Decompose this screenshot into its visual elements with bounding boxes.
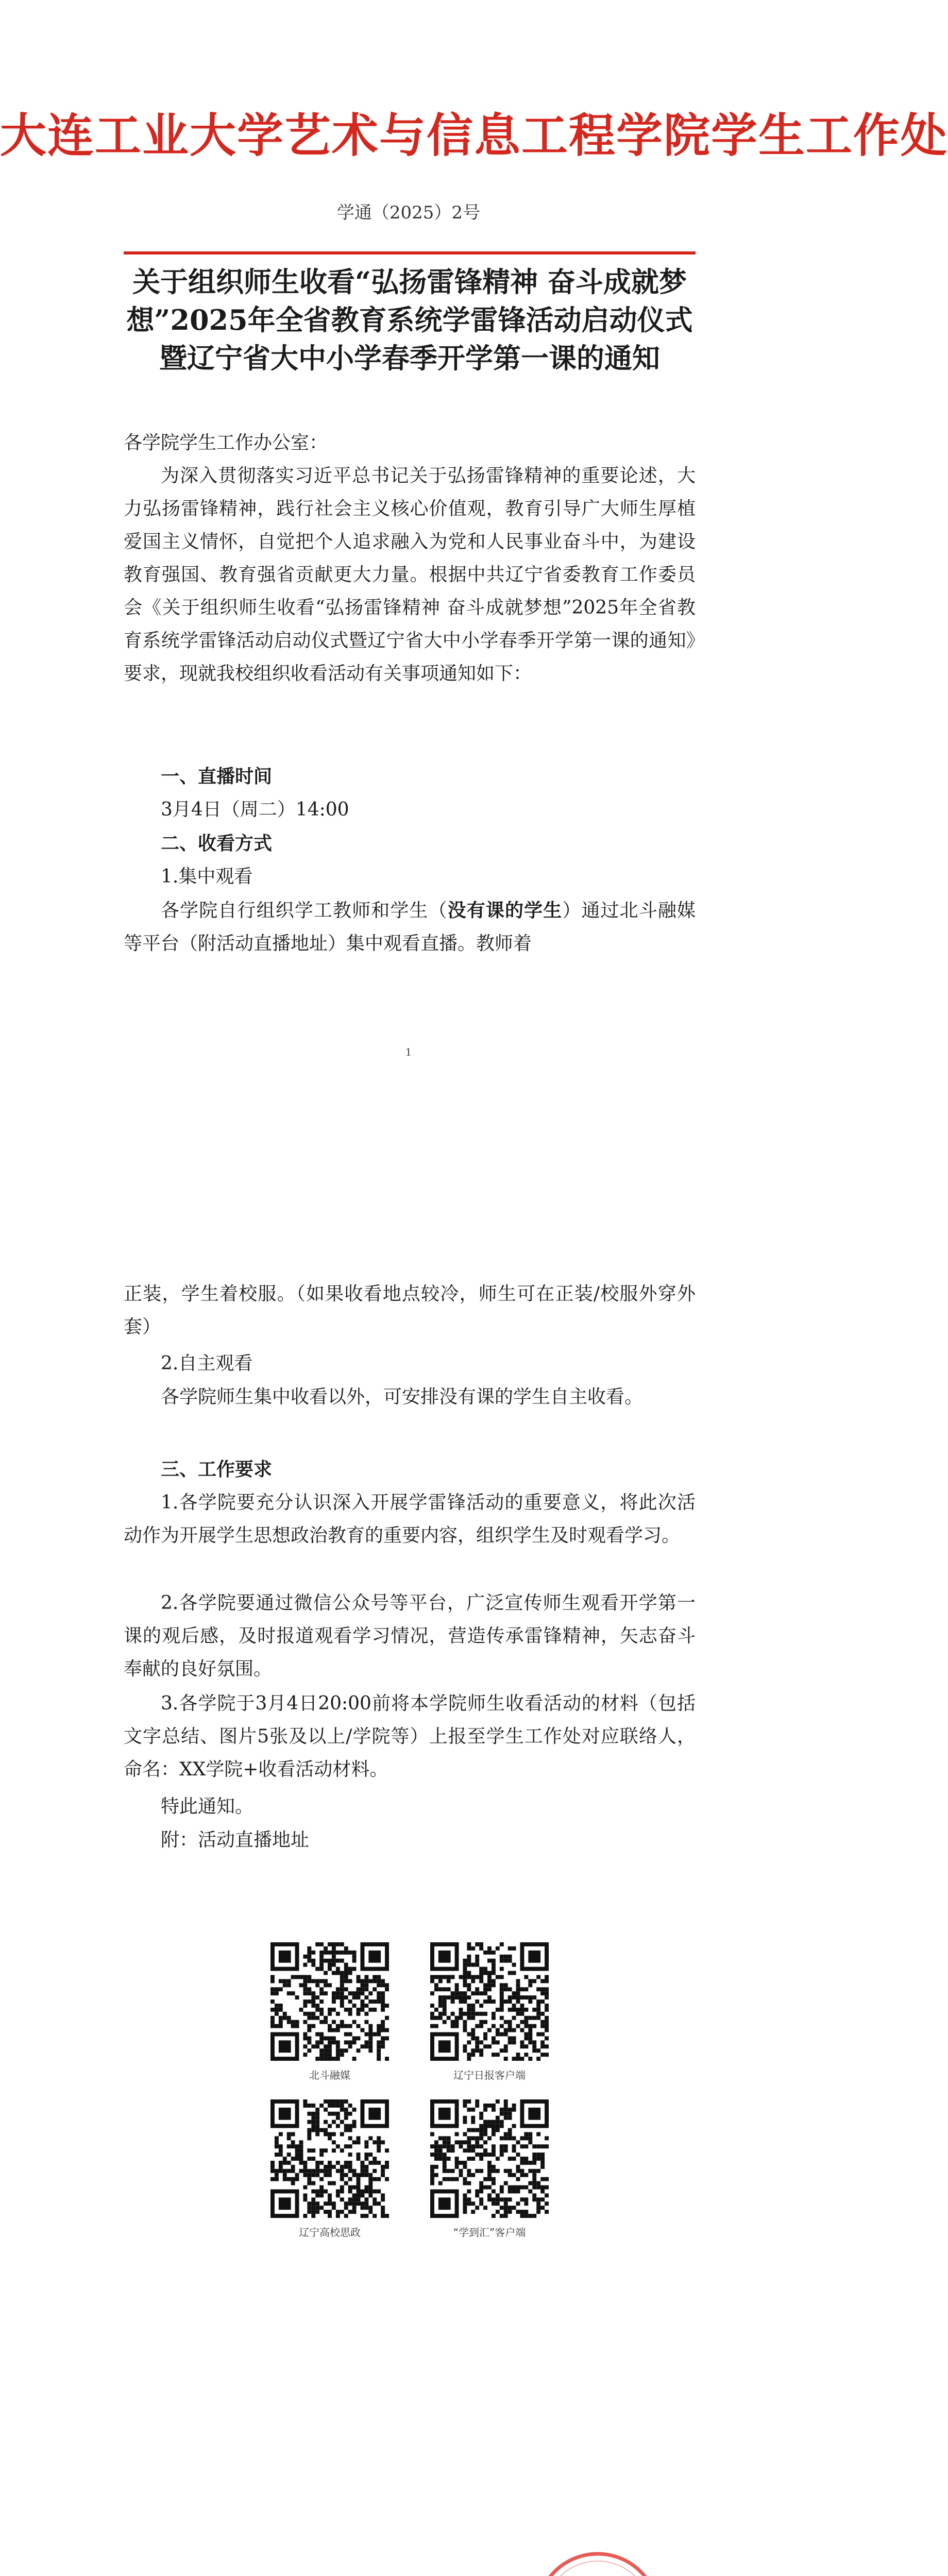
section-3-heading: 三、工作要求 [161, 1459, 273, 1480]
intro-paragraph: 为深入贯彻落实习近平总书记关于弘扬雷锋精神的重要论述，大力弘扬雷锋精神，践行社会主义核心价值观，教育引导广大师生厚植爱国主义情怀，自觉把个人追求融入为党和人民事业奋斗中，为建设教育强国、教育强省贡献更大力量。根据中共辽宁省委教育工作委员会《关于组织师生收看“弘扬雷锋精神 奋斗成就梦想”2025年全省教育系统学雷锋活动启动仪式暨辽宁省大中小学春季开学第一课的通知》要求，现就我校组织收看活动有关事项通知如下： [124, 465, 696, 684]
qr-caption: 北斗融媒 [309, 2069, 350, 2081]
page-1 [0, 0, 948, 1149]
section-2-sub1-continued: 正装，学生着校服。（如果收看地点较冷，师生可在正装/校服外穿外套） [124, 1283, 696, 1337]
qr-code-icon[interactable] [430, 2099, 549, 2218]
closing-line: 特此通知。 [161, 1796, 254, 1817]
qr-code-grid [263, 1942, 556, 2251]
section-2-sub1-paragraph [124, 894, 696, 960]
qr-cell-xuedaohui[interactable] [422, 2099, 556, 2239]
official-seal-icon [533, 2550, 662, 2576]
attachment-line: 附：活动直播地址 [161, 1829, 310, 1851]
header-red-divider [124, 251, 696, 255]
qr-cell-liaoning-daily[interactable] [422, 1942, 556, 2082]
qr-caption: 辽宁高校思政 [299, 2226, 361, 2239]
salutation: 各学院学生工作办公室： [124, 432, 328, 453]
section-2-sub1-heading: 1.集中观看 [161, 866, 253, 887]
qr-cell-liaoning-sizheng[interactable] [263, 2099, 397, 2239]
section-1-text: 3月4日（周二）14:00 [161, 799, 349, 820]
section-2-heading: 二、收看方式 [161, 833, 273, 854]
notice-title: 关于组织师生收看“弘扬雷锋精神 奋斗成就梦想”2025年全省教育系统学雷锋活动启动仪式暨辽宁省大中小学春季开学第一课的通知 [126, 265, 693, 375]
page-number-1: 1 [405, 1046, 412, 1058]
sub1-text-a: 各学院自行组织学工教师和学生（ [161, 900, 448, 921]
section-2-sub2-heading: 2.自主观看 [161, 1353, 253, 1374]
sub1-text-b: ）通过北斗融媒等平台（附活动直播地址）集中观看直播。教师着 [124, 900, 696, 954]
section-3-item-2: 2.各学院要通过微信公众号等平台，广泛宣传师生观看开学第一课的观后感，及时报道观看学习情况，营造传承雷锋精神，矢志奋斗奉献的良好氛围。 [124, 1592, 696, 1680]
qr-caption: “学到汇”客户端 [453, 2226, 526, 2239]
sub1-bold-phrase: 没有课的学生 [447, 900, 563, 921]
section-1-heading: 一、直播时间 [161, 766, 273, 787]
org-header: 大连工业大学艺术与信息工程学院学生工作处 [0, 109, 948, 163]
qr-code-icon[interactable] [270, 1942, 389, 2061]
qr-code-icon[interactable] [430, 1942, 549, 2061]
qr-caption: 辽宁日报客户端 [453, 2069, 526, 2081]
section-2-sub2-text: 各学院师生集中收看以外，可安排没有课的学生自主收看。 [161, 1386, 644, 1408]
qr-cell-beidou[interactable] [263, 1942, 397, 2082]
section-3-item-3: 3.各学院于3月4日20:00前将本学院师生收看活动的材料（包括文字总结、图片5张及以上/学院等）上报至学生工作处对应联络人，命名：XX学院+收看活动材料。 [124, 1693, 696, 1780]
qr-code-icon[interactable] [270, 2099, 389, 2218]
page-2 [0, 1149, 817, 2576]
section-3-item-1: 1.各学院要充分认识深入开展学雷锋活动的重要意义，将此次活动作为开展学生思想政治教育的重要内容，组织学生及时观看学习。 [124, 1492, 696, 1546]
document-number: 学通（2025）2号 [336, 202, 481, 223]
